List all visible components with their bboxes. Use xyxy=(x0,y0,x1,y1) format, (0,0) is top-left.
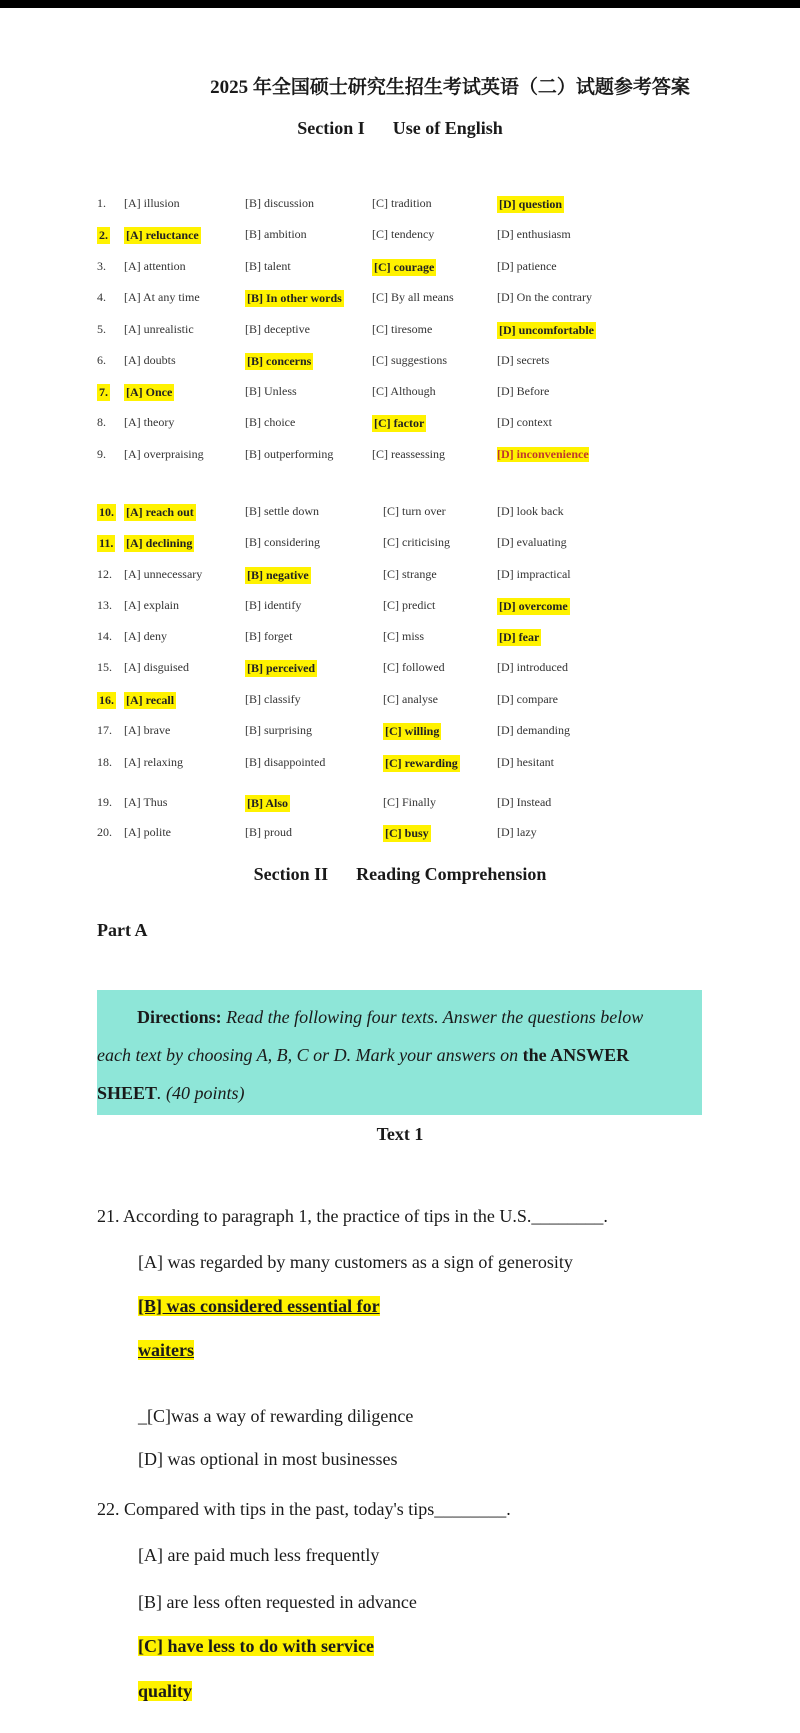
cloze-row xyxy=(0,692,800,712)
question-21-stem: 21. According to paragraph 1, the practice of tips in the U.S.________. xyxy=(97,1206,608,1226)
cloze-option-a: [A] brave xyxy=(124,723,171,737)
cloze-number: 10. xyxy=(99,505,114,519)
cloze-row xyxy=(0,723,800,743)
cloze-row xyxy=(0,415,800,435)
cloze-row xyxy=(0,535,800,555)
cloze-option-a: [A] At any time xyxy=(124,290,200,304)
directions-text-2: each text by choosing A, B, C or D. Mark your answers on xyxy=(97,1045,519,1065)
cloze-option-d: [D] Instead xyxy=(497,795,552,809)
cloze-option-b: [B] Also xyxy=(247,796,289,810)
cloze-number: 16. xyxy=(99,693,114,707)
cloze-option-b: [B] discussion xyxy=(245,196,314,210)
cloze-option-a: [A] doubts xyxy=(124,353,176,367)
cloze-row xyxy=(0,290,800,310)
q21-option-a: [A] was regarded by many customers as a sign of generosity xyxy=(138,1252,573,1272)
cloze-option-c: [C] followed xyxy=(383,660,445,674)
cloze-option-c: [C] Finally xyxy=(383,795,436,809)
cloze-option-a: [A] illusion xyxy=(124,196,180,210)
cloze-option-a: [A] relaxing xyxy=(124,755,183,769)
cloze-row xyxy=(0,755,800,775)
cloze-number: 18. xyxy=(97,755,112,769)
cloze-option-a: [A] deny xyxy=(124,629,167,643)
cloze-option-b: [B] identify xyxy=(245,598,302,612)
q22-option-b: [B] are less often requested in advance xyxy=(138,1592,417,1612)
cloze-option-b: [B] proud xyxy=(245,825,292,839)
cloze-option-c: [C] By all means xyxy=(372,290,454,304)
cloze-number: 14. xyxy=(97,629,112,643)
cloze-option-a: [A] unnecessary xyxy=(124,567,203,581)
cloze-number: 19. xyxy=(97,795,112,809)
document-title: 2025 年全国硕士研究生招生考试英语（二）试题参考答案 xyxy=(210,77,690,98)
cloze-option-d: [D] On the contrary xyxy=(497,290,592,304)
cloze-option-c: [C] busy xyxy=(385,826,429,840)
cloze-option-b: [B] considering xyxy=(245,535,320,549)
cloze-row xyxy=(0,322,800,342)
cloze-option-c: [C] analyse xyxy=(383,692,438,706)
directions-text-1: Read the following four texts. Answer the questions below xyxy=(226,1007,644,1027)
cloze-option-c: [C] tiresome xyxy=(372,322,433,336)
cloze-option-d: [D] lazy xyxy=(497,825,537,839)
section-1-name: Use of English xyxy=(392,118,503,138)
cloze-option-a: [A] explain xyxy=(124,598,179,612)
cloze-option-d: [D] enthusiasm xyxy=(497,227,571,241)
cloze-number: 12. xyxy=(97,567,112,581)
cloze-option-b: [B] concerns xyxy=(247,354,312,368)
cloze-option-d: [D] secrets xyxy=(497,353,550,367)
section-2-title xyxy=(0,864,800,885)
cloze-option-d: [D] patience xyxy=(497,259,557,273)
cloze-option-a: [A] Once xyxy=(126,385,173,399)
cloze-option-a: [A] theory xyxy=(124,415,175,429)
cloze-row xyxy=(0,795,800,815)
cloze-option-b: [B] outperforming xyxy=(245,447,334,461)
cloze-option-d: [D] uncomfortable xyxy=(499,323,594,337)
cloze-option-c: [C] willing xyxy=(385,724,440,738)
cloze-row xyxy=(0,227,800,247)
cloze-option-d: [D] evaluating xyxy=(497,535,567,549)
cloze-option-a: [A] reluctance xyxy=(126,228,199,242)
cloze-number: 15. xyxy=(97,660,112,674)
directions-bold-3: SHEET xyxy=(97,1083,158,1103)
q22-answer-highlight-2: quality xyxy=(138,1681,193,1701)
cloze-option-a: [A] unrealistic xyxy=(124,322,194,336)
cloze-option-c: [C] reassessing xyxy=(372,447,445,461)
cloze-option-d: [D] impractical xyxy=(497,567,571,581)
cloze-number: 4. xyxy=(97,290,106,304)
cloze-option-c: [C] courage xyxy=(374,260,435,274)
cloze-number: 20. xyxy=(97,825,112,839)
cloze-option-c: [C] suggestions xyxy=(372,353,447,367)
cloze-option-d: [D] context xyxy=(497,415,552,429)
directions-label: Directions: xyxy=(137,1007,222,1027)
cloze-option-b: [B] choice xyxy=(245,415,296,429)
cloze-option-a: [A] Thus xyxy=(124,795,168,809)
cloze-option-a: [A] recall xyxy=(126,693,175,707)
cloze-number: 5. xyxy=(97,322,106,336)
cloze-option-b: [B] talent xyxy=(245,259,291,273)
cloze-row xyxy=(0,504,800,524)
cloze-row xyxy=(0,629,800,649)
cloze-option-a: [A] attention xyxy=(124,259,186,273)
cloze-number: 11. xyxy=(99,536,114,550)
cloze-option-c: [C] turn over xyxy=(383,504,446,518)
cloze-number: 8. xyxy=(97,415,106,429)
q22-answer-highlight: [C] have less to do with service xyxy=(138,1636,374,1656)
cloze-option-a: [A] polite xyxy=(124,825,171,839)
cloze-option-a: [A] overpraising xyxy=(124,447,204,461)
cloze-option-b: [B] deceptive xyxy=(245,322,310,336)
section-2-name: Reading Comprehension xyxy=(356,864,547,884)
directions-text-3: . (40 points) xyxy=(157,1083,245,1103)
section-2-label: Section II xyxy=(253,864,329,884)
q21-option-b-line1 xyxy=(138,1296,380,1317)
cloze-number: 7. xyxy=(99,385,108,399)
cloze-option-b: [B] classify xyxy=(245,692,301,706)
question-22-stem: 22. Compared with tips in the past, today's tips________. xyxy=(97,1499,511,1519)
directions-box xyxy=(97,990,702,1115)
cloze-option-d: [D] inconvenience xyxy=(497,447,589,461)
cloze-option-b: [B] ambition xyxy=(245,227,307,241)
cloze-option-b: [B] In other words xyxy=(247,291,342,305)
cloze-row xyxy=(0,660,800,680)
q21-option-d: [D] was optional in most businesses xyxy=(138,1449,398,1469)
cloze-option-b: [B] settle down xyxy=(245,504,319,518)
cloze-row xyxy=(0,384,800,404)
cloze-option-c: [C] factor xyxy=(374,416,425,430)
cloze-row xyxy=(0,447,800,467)
cloze-option-d: [D] introduced xyxy=(497,660,568,674)
cloze-option-c: [C] miss xyxy=(383,629,425,643)
cloze-option-b: [B] forget xyxy=(245,629,293,643)
q22-option-c-line1 xyxy=(138,1636,374,1657)
cloze-option-b: [B] negative xyxy=(247,568,309,582)
cloze-option-b: [B] disappointed xyxy=(245,755,326,769)
cloze-option-d: [D] fear xyxy=(499,630,540,644)
q21-option-c: _[C]was a way of rewarding diligence xyxy=(138,1406,414,1426)
q22-option-c-line2 xyxy=(138,1681,192,1702)
cloze-number: 2. xyxy=(99,228,108,242)
cloze-option-c: [C] predict xyxy=(383,598,436,612)
section-1-title xyxy=(0,118,800,139)
cloze-number: 9. xyxy=(97,447,106,461)
cloze-row xyxy=(0,825,800,845)
cloze-option-d: [D] demanding xyxy=(497,723,570,737)
cloze-option-a: [A] disguised xyxy=(124,660,189,674)
directions-bold-2: the ANSWER xyxy=(522,1045,630,1065)
cloze-row xyxy=(0,598,800,618)
cloze-number: 6. xyxy=(97,353,106,367)
cloze-number: 13. xyxy=(97,598,112,612)
top-bar xyxy=(0,0,800,8)
cloze-option-d: [D] Before xyxy=(497,384,550,398)
cloze-row xyxy=(0,259,800,279)
cloze-number: 17. xyxy=(97,723,112,737)
cloze-option-b: [B] Unless xyxy=(245,384,297,398)
cloze-option-b: [B] surprising xyxy=(245,723,312,737)
q21-option-b-line2 xyxy=(138,1340,194,1361)
cloze-option-c: [C] tradition xyxy=(372,196,432,210)
answer-sheet-page xyxy=(0,8,800,1733)
cloze-number: 1. xyxy=(97,196,106,210)
cloze-option-c: [C] criticising xyxy=(383,535,450,549)
cloze-option-c: [C] tendency xyxy=(372,227,435,241)
text-1-heading: Text 1 xyxy=(376,1124,424,1144)
cloze-option-d: [D] hesitant xyxy=(497,755,554,769)
cloze-row xyxy=(0,567,800,587)
cloze-option-d: [D] look back xyxy=(497,504,564,518)
cloze-row xyxy=(0,353,800,373)
q21-answer-highlight-2: waiters xyxy=(138,1340,194,1360)
cloze-option-d: [D] question xyxy=(499,197,563,211)
cloze-option-a: [A] declining xyxy=(126,536,193,550)
section-1-label: Section I xyxy=(297,118,365,138)
cloze-option-c: [C] rewarding xyxy=(385,756,458,770)
cloze-row xyxy=(0,196,800,216)
q21-answer-highlight: [B] was considered essential for xyxy=(138,1296,380,1316)
cloze-option-d: [D] compare xyxy=(497,692,558,706)
cloze-option-c: [C] Although xyxy=(372,384,436,398)
q22-option-a: [A] are paid much less frequently xyxy=(138,1545,380,1565)
cloze-option-d: [D] overcome xyxy=(499,599,568,613)
cloze-option-b: [B] perceived xyxy=(247,661,316,675)
cloze-option-a: [A] reach out xyxy=(126,505,194,519)
cloze-number: 3. xyxy=(97,259,106,273)
part-a-heading: Part A xyxy=(97,920,148,940)
cloze-option-c: [C] strange xyxy=(383,567,437,581)
